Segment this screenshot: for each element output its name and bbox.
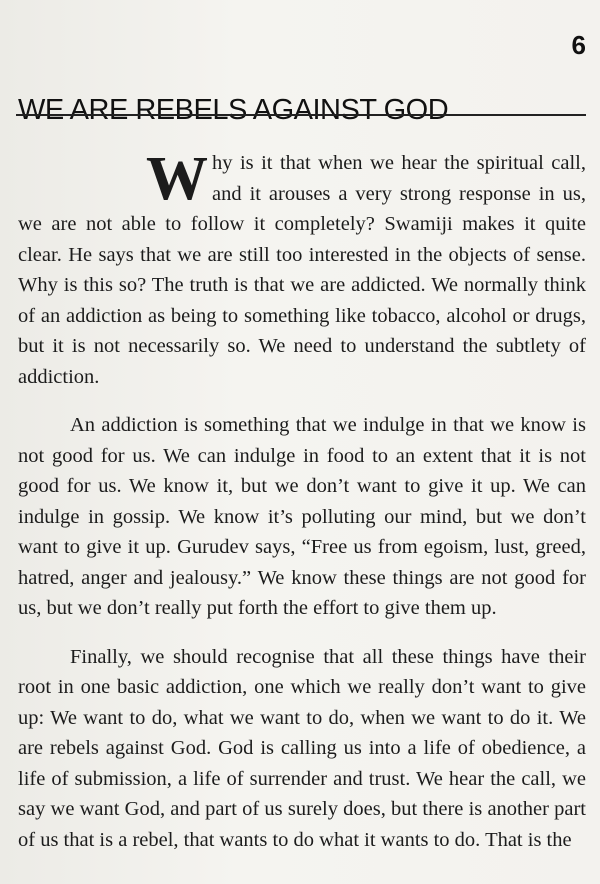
chapter-body <box>18 145 586 873</box>
paragraph-1-text: hy is it that when we hear the spiritual call, and it arouses a very strong response in us, we are not able to follow it completely? Swamiji makes it quite clear. He says that we are still too interested in the objects of sense. Why is this so? The truth is that we are addicted. We normally think of an addiction as being to something like tobacco, alcohol or drugs, but it is not necessarily so. We need to understand the subtlety of addiction. <box>18 152 586 388</box>
drop-cap: W <box>146 145 208 213</box>
title-rule <box>16 114 586 116</box>
paragraph-3: Finally, we should recognise that all these things have their root in one basic addiction, one which we really don’t want to give up: We want to do, what we want to do, when we want to do it. We are rebels against God. God is calling us into a life of obedience, a life of submission, a life of surrender and trust. We hear the call, we say we want God, and part of us surely does, but there is another part of us that is a rebel, that wants to do what it wants to do. That is the <box>18 645 586 851</box>
chapter-title: WE ARE REBELS AGAINST GOD <box>18 94 449 127</box>
page-number: 6 <box>571 30 586 60</box>
paragraph-2: An addiction is something that we indulge in that we know is not good for us. We can indulge in food to an extent that it is not good for us. We know it, but we don’t want to give it up. We can indulge in gossip. We know it’s polluting our mind, but we don’t want to give it up. Gurudev says, “Free us from egoism, lust, greed, hatred, anger and jealousy.” We know these things are not good for us, but we don’t really put forth the effort to give them up. <box>18 414 586 619</box>
paragraph-1 <box>18 145 586 392</box>
